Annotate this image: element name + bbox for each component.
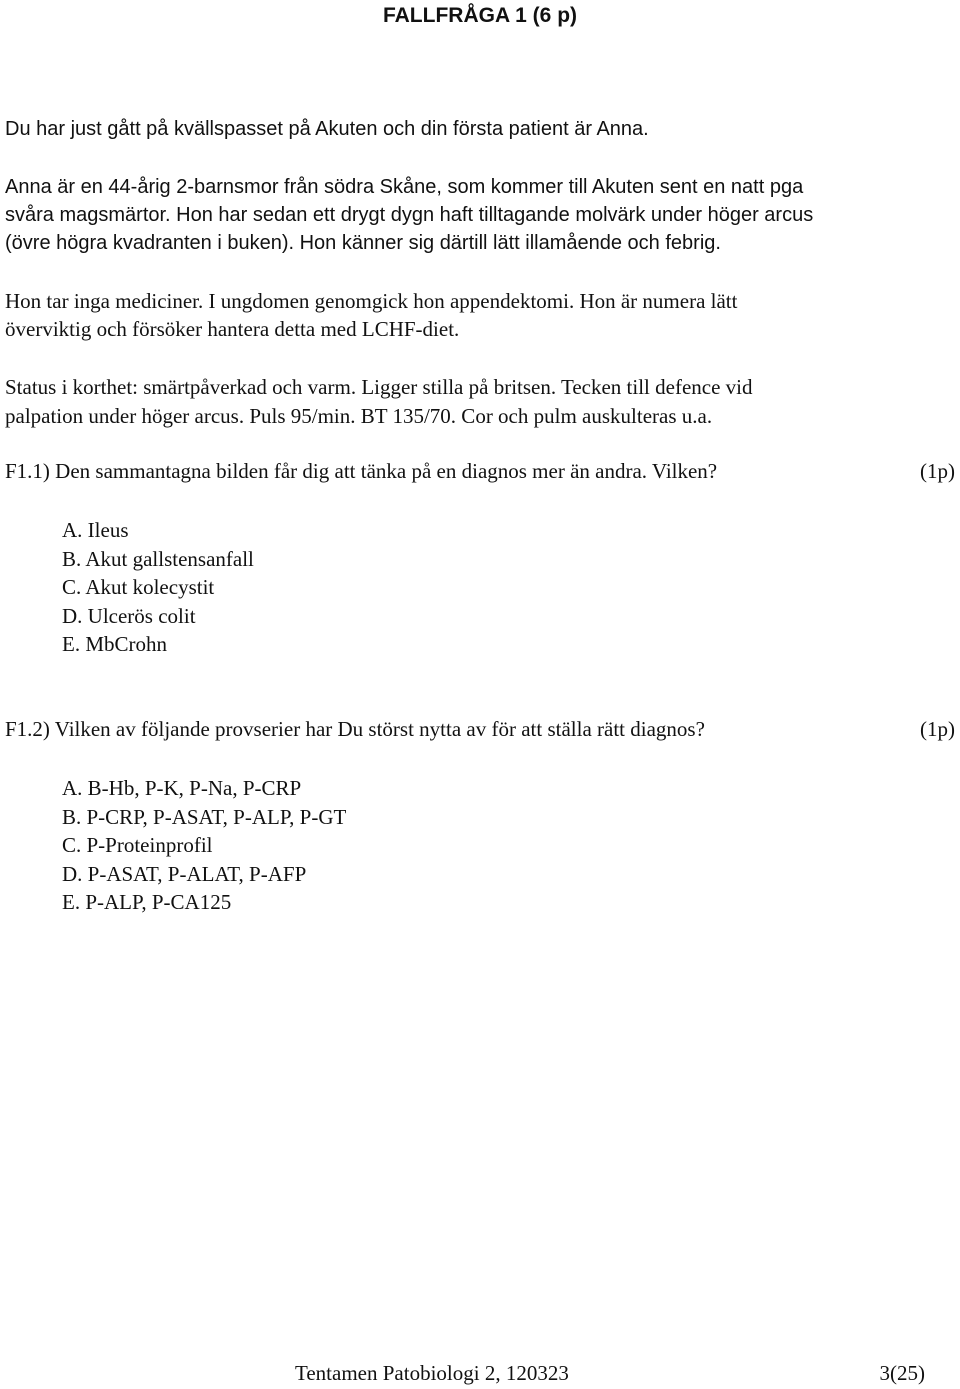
medical-line-2: överviktig och försöker hantera detta med LCHF-diet. [5, 317, 460, 341]
question-1-points: (1p) [920, 459, 955, 483]
question-2-options [62, 774, 346, 917]
status-line-2: palpation under höger arcus. Puls 95/min. BT 135/70. Cor och pulm auskulteras u.a. [5, 404, 713, 428]
option-item: D. Ulcerös colit [62, 603, 196, 628]
option-item: A. Ileus [62, 518, 129, 542]
option-item: A. B-Hb, P-K, P-Na, P-CRP [62, 776, 302, 800]
footer-course: Tentamen Patobiologi 2, 120323 [295, 1361, 569, 1385]
option-item: E. MbCrohn [62, 632, 167, 657]
option-item: C. P-Proteinprofil [62, 833, 213, 858]
question-2-points: (1p) [920, 717, 955, 741]
option-item: E. P-ALP, P-CA125 [62, 890, 232, 915]
footer-page-number: 3(25) [879, 1361, 925, 1385]
history-line-3: (övre högra kvadranten i buken). Hon känner sig därtill lätt illamående och febrig. [5, 232, 721, 254]
question-2-text: F1.2) Vilken av följande provserier har Du störst nytta av för att ställa rätt diagnos? [5, 717, 705, 741]
question-1-options [62, 516, 254, 659]
option-item: B. P-CRP, P-ASAT, P-ALP, P-GT [62, 804, 347, 829]
question-1-text: F1.1) Den sammantagna bilden får dig att tänka på en diagnos mer än andra. Vilken? [5, 459, 718, 483]
option-item: C. Akut kolecystit [62, 575, 215, 600]
page-title: FALLFRÅGA 1 (6 p) [382, 4, 578, 27]
status-line-1: Status i korthet: smärtpåverkad och varm. Ligger stilla på britsen. Tecken till defence vid [5, 375, 753, 399]
history-line-1: Anna är en 44-årig 2-barnsmor från södra Skåne, som kommer till Akuten sent en natt pga [5, 176, 804, 198]
intro-paragraph: Du har just gått på kvällspasset på Akuten och din första patient är Anna. [5, 118, 649, 140]
option-item: B. Akut gallstensanfall [62, 546, 254, 571]
option-item: D. P-ASAT, P-ALAT, P-AFP [62, 861, 307, 886]
medical-line-1: Hon tar inga mediciner. I ungdomen genomgick hon appendektomi. Hon är numera lätt [5, 289, 738, 313]
question-1 [5, 459, 955, 484]
page-footer [295, 1361, 925, 1386]
question-2 [5, 717, 955, 742]
history-line-2: svåra magsmärtor. Hon har sedan ett drygt dygn haft tilltagande molvärk under höger arcus [5, 204, 814, 226]
